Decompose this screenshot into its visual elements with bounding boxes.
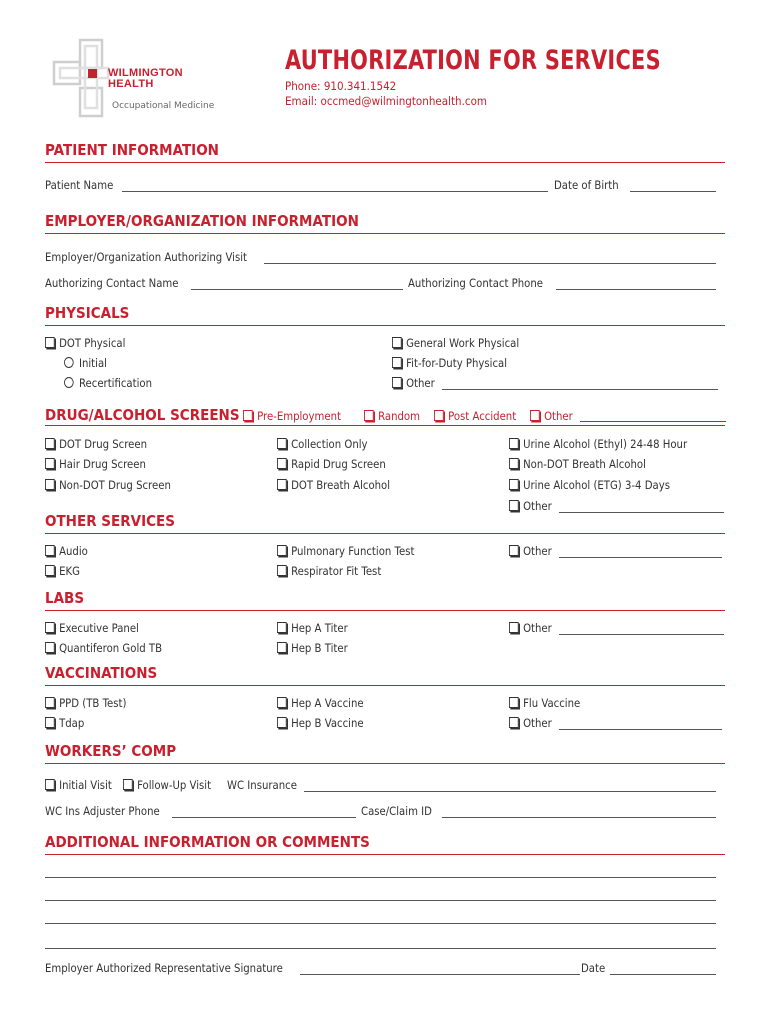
wc-insurance-field[interactable] [304, 791, 716, 792]
logo-name-line1: WILMINGTON [108, 67, 183, 79]
employer-org-field[interactable] [264, 263, 716, 264]
checkbox-icon [509, 500, 519, 511]
option-label: Follow-Up Visit [137, 778, 212, 792]
checkbox-icon [123, 779, 133, 790]
audio-checkbox[interactable] [45, 544, 88, 558]
follow-up-visit-checkbox[interactable] [123, 778, 211, 792]
option-label: Hep B Vaccine [291, 716, 364, 730]
option-label: Recertification [78, 376, 153, 390]
option-label: Hep A Vaccine [291, 696, 364, 710]
pre-employment-checkbox[interactable] [243, 409, 341, 423]
option-label: EKG [59, 564, 80, 578]
section-workers-comp [45, 741, 725, 764]
option-label: General Work Physical [406, 336, 520, 350]
comments-line[interactable] [45, 923, 716, 924]
checkbox-icon [509, 622, 519, 633]
page-title: AUTHORIZATION FOR SERVICES [285, 45, 661, 76]
quantiferon-gold-tb-checkbox[interactable] [45, 641, 162, 655]
section-heading: PHYSICALS [45, 304, 130, 322]
section-heading: ADDITIONAL INFORMATION OR COMMENTS [45, 833, 370, 851]
checkbox-icon [45, 565, 55, 576]
checkbox-icon [45, 337, 55, 348]
checkbox-icon [45, 717, 55, 728]
checkbox-icon [277, 438, 287, 449]
labs-other-checkbox[interactable] [509, 621, 552, 635]
post-accident-checkbox[interactable] [434, 409, 516, 423]
hep-b-vaccine-checkbox[interactable] [277, 716, 364, 730]
checkbox-icon [434, 410, 444, 421]
labs-other-field[interactable] [559, 634, 724, 635]
option-label: Hep A Titer [291, 621, 348, 635]
employer-org-label: Employer/Organization Authorizing Visit [45, 250, 248, 264]
respirator-fit-test-checkbox[interactable] [277, 564, 381, 578]
checkbox-icon [45, 697, 55, 708]
checkbox-icon [277, 622, 287, 633]
email-text: Email: occmed@wilmingtonhealth.com [285, 94, 487, 108]
date-field[interactable] [610, 974, 716, 975]
option-label: Other [406, 376, 435, 390]
phone-text: Phone: 910.341.1542 [285, 79, 397, 93]
checkbox-icon [277, 565, 287, 576]
initial-visit-checkbox[interactable] [45, 778, 112, 792]
non-dot-breath-alcohol-checkbox[interactable] [509, 457, 646, 471]
checkbox-icon [530, 410, 540, 421]
checkbox-icon [364, 410, 374, 421]
patient-name-field[interactable] [122, 191, 548, 192]
section-other-services [45, 511, 374, 534]
checkbox-icon [45, 545, 55, 556]
checkbox-icon [45, 779, 55, 790]
checkbox-icon [243, 410, 253, 421]
other-services-other-checkbox[interactable] [509, 544, 552, 558]
urine-alcohol-etg-checkbox[interactable] [509, 478, 670, 492]
logo-name-line2: HEALTH [108, 78, 154, 90]
checkbox-icon [277, 642, 287, 653]
option-label: Flu Vaccine [523, 696, 581, 710]
patient-name-label: Patient Name [45, 178, 114, 192]
option-label: Respirator Fit Test [291, 564, 382, 578]
checkbox-icon [392, 337, 402, 348]
section-heading: PATIENT INFORMATION [45, 141, 219, 159]
option-label: Non-DOT Drug Screen [59, 478, 171, 492]
wc-adjuster-phone-label: WC Ins Adjuster Phone [45, 804, 160, 818]
non-dot-drug-screen-checkbox[interactable] [45, 478, 171, 492]
logo-name [108, 68, 183, 90]
checkbox-icon [45, 458, 55, 469]
dob-label: Date of Birth [554, 178, 619, 192]
option-label: Tdap [59, 716, 85, 730]
dot-drug-screen-checkbox[interactable] [45, 437, 147, 451]
option-label: Other [544, 409, 573, 423]
section-additional-information [45, 832, 725, 855]
checkbox-icon [277, 458, 287, 469]
checkbox-icon [277, 545, 287, 556]
dot-breath-alcohol-checkbox[interactable] [277, 478, 390, 492]
option-label: Urine Alcohol (Ethyl) 24-48 Hour [523, 437, 688, 451]
collection-only-checkbox[interactable] [277, 437, 368, 451]
checkbox-icon [45, 622, 55, 633]
urine-alcohol-ethyl-checkbox[interactable] [509, 437, 687, 451]
option-label: Initial [78, 356, 107, 370]
option-label: Hep B Titer [291, 641, 348, 655]
section-heading: WORKERS’ COMP [45, 742, 177, 760]
option-label: Other [523, 544, 552, 558]
section-heading: DRUG/ALCOHOL SCREENS [45, 406, 240, 424]
option-label: DOT Breath Alcohol [291, 478, 391, 492]
option-label: Pre-Employment [257, 409, 341, 423]
option-label: PPD (TB Test) [59, 696, 127, 710]
checkbox-icon [277, 479, 287, 490]
checkbox-icon [45, 479, 55, 490]
vaccinations-other-field[interactable] [559, 729, 722, 730]
option-label: DOT Physical [59, 336, 126, 350]
case-claim-id-label: Case/Claim ID [361, 804, 432, 818]
drug-other-checkbox[interactable] [509, 499, 552, 513]
random-checkbox[interactable] [364, 409, 420, 423]
fit-for-duty-checkbox[interactable] [392, 356, 507, 370]
option-label: Initial Visit [59, 778, 112, 792]
option-label: Other [523, 716, 552, 730]
hair-drug-screen-checkbox[interactable] [45, 457, 146, 471]
hep-b-titer-checkbox[interactable] [277, 641, 348, 655]
option-label: Hair Drug Screen [59, 457, 146, 471]
section-patient-information [45, 140, 725, 163]
contact-phone-label: Authorizing Contact Phone [408, 276, 544, 290]
option-label: Collection Only [291, 437, 368, 451]
ppd-tb-test-checkbox[interactable] [45, 696, 126, 710]
checkbox-icon [509, 717, 519, 728]
checkbox-icon [509, 697, 519, 708]
pulmonary-function-test-checkbox[interactable] [277, 544, 414, 558]
physicals-other-checkbox[interactable] [392, 376, 435, 390]
section-heading: EMPLOYER/ORGANIZATION INFORMATION [45, 212, 359, 230]
checkbox-icon [392, 357, 402, 368]
checkbox-icon [277, 697, 287, 708]
option-label: Audio [59, 544, 88, 558]
hep-a-titer-checkbox[interactable] [277, 621, 348, 635]
checkbox-icon [45, 642, 55, 653]
signature-label: Employer Authorized Representative Signature [45, 961, 283, 975]
wc-adjuster-phone-field[interactable] [172, 817, 356, 818]
section-heading: OTHER SERVICES [45, 512, 175, 530]
checkbox-icon [509, 458, 519, 469]
option-label: Non-DOT Breath Alcohol [523, 457, 646, 471]
comments-line[interactable] [45, 948, 716, 949]
other-services-other-field[interactable] [559, 557, 722, 558]
case-claim-id-field[interactable] [442, 817, 716, 818]
option-label: Executive Panel [59, 621, 139, 635]
section-heading: VACCINATIONS [45, 664, 158, 682]
drug-other-top-field[interactable] [580, 421, 726, 422]
contact-name-field[interactable] [191, 289, 403, 290]
section-employer-information [45, 211, 725, 234]
signature-field[interactable] [300, 974, 580, 975]
checkbox-icon [392, 377, 402, 388]
option-label: DOT Drug Screen [59, 437, 148, 451]
drug-other-top-checkbox[interactable] [530, 409, 573, 423]
checkbox-icon [509, 479, 519, 490]
wc-insurance-label: WC Insurance [227, 778, 297, 792]
option-label: Fit-for-Duty Physical [406, 356, 508, 370]
radio-icon [64, 377, 74, 388]
checkbox-icon [277, 717, 287, 728]
logo-subtitle: Occupational Medicine [112, 101, 215, 111]
checkbox-icon [509, 545, 519, 556]
drug-other-field[interactable] [559, 512, 724, 513]
option-label: Pulmonary Function Test [291, 544, 415, 558]
hep-a-vaccine-checkbox[interactable] [277, 696, 364, 710]
dot-physical-checkbox[interactable] [45, 336, 125, 350]
contact-name-label: Authorizing Contact Name [45, 276, 179, 290]
checkbox-icon [509, 438, 519, 449]
comments-line[interactable] [45, 877, 716, 878]
rapid-drug-screen-checkbox[interactable] [277, 457, 386, 471]
section-heading: LABS [45, 589, 85, 607]
comments-line[interactable] [45, 900, 716, 901]
physicals-other-field[interactable] [442, 389, 718, 390]
vaccinations-other-checkbox[interactable] [509, 716, 552, 730]
option-label: Other [523, 499, 552, 513]
dob-field[interactable] [630, 191, 716, 192]
initial-radio[interactable] [64, 356, 107, 370]
option-label: Urine Alcohol (ETG) 3-4 Days [523, 478, 670, 492]
tdap-checkbox[interactable] [45, 716, 84, 730]
executive-panel-checkbox[interactable] [45, 621, 139, 635]
general-work-physical-checkbox[interactable] [392, 336, 519, 350]
radio-icon [64, 357, 74, 368]
recertification-radio[interactable] [64, 376, 152, 390]
checkbox-icon [45, 438, 55, 449]
option-label: Quantiferon Gold TB [59, 641, 163, 655]
ekg-checkbox[interactable] [45, 564, 80, 578]
option-label: Rapid Drug Screen [291, 457, 386, 471]
option-label: Post Accident [448, 409, 517, 423]
contact-phone-field[interactable] [556, 289, 716, 290]
section-labs [45, 588, 725, 611]
flu-vaccine-checkbox[interactable] [509, 696, 580, 710]
option-label: Other [523, 621, 552, 635]
section-physicals [45, 303, 725, 326]
option-label: Random [378, 409, 420, 423]
date-label: Date [581, 961, 606, 975]
section-vaccinations [45, 663, 725, 686]
section-divider [45, 533, 725, 534]
